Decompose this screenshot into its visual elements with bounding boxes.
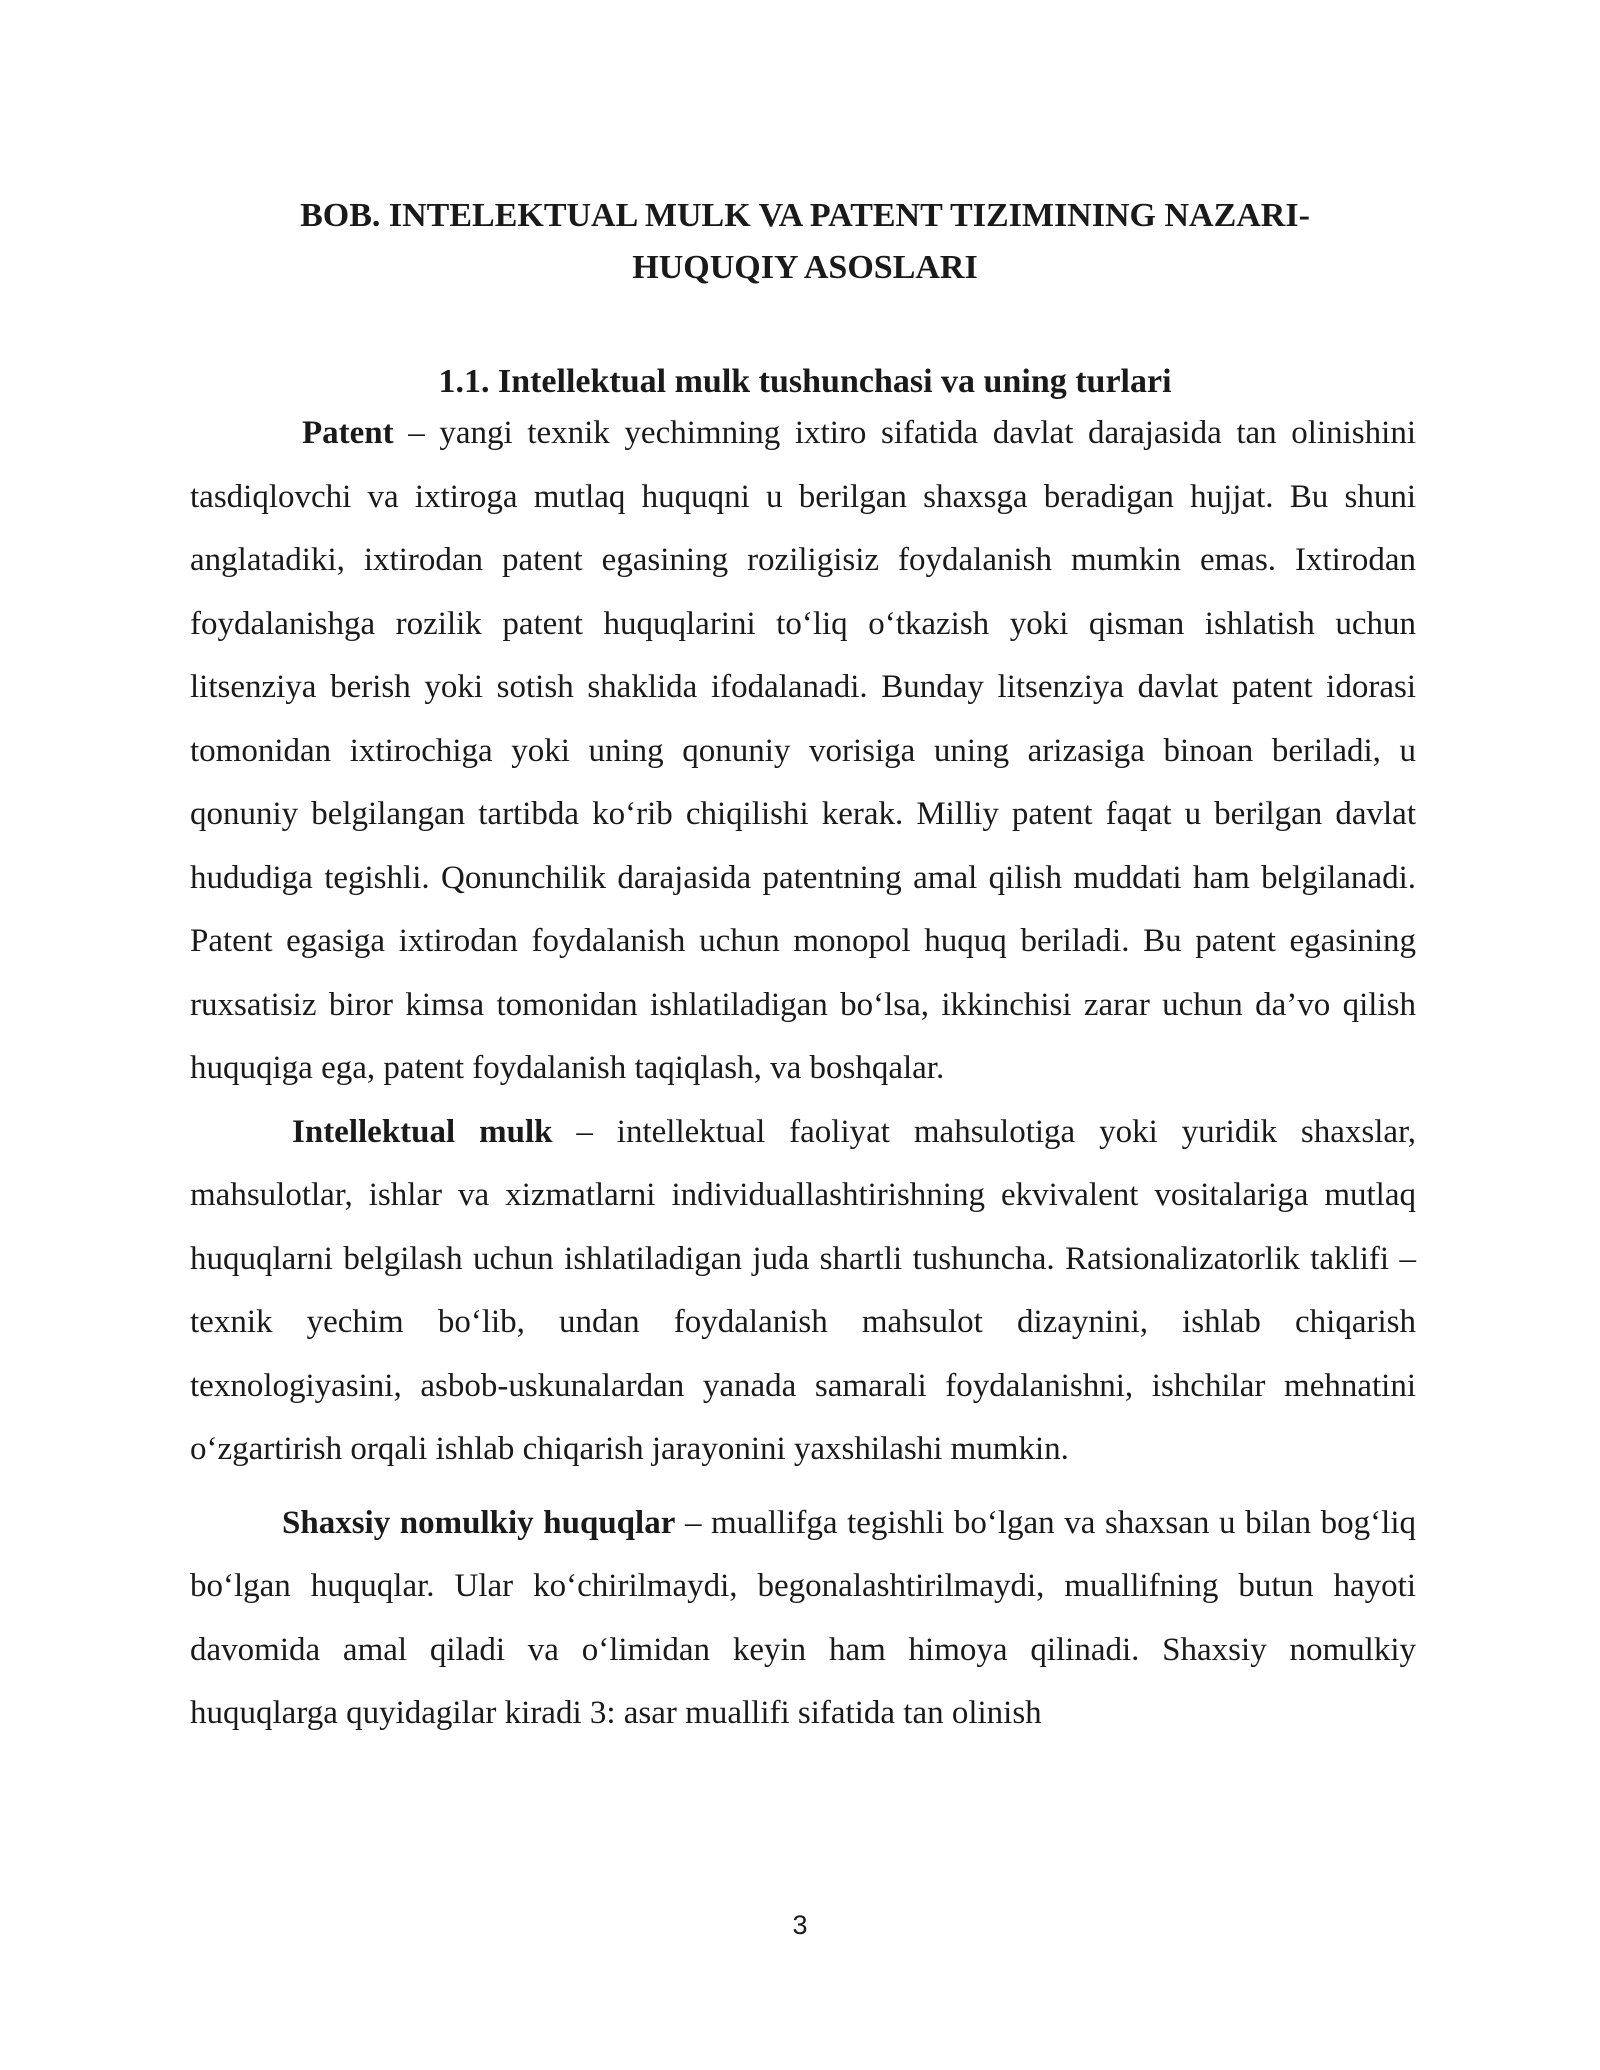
paragraph-patent	[190, 402, 1416, 1101]
chapter-title-line-2: HUQUQIY ASOSLARI	[632, 249, 978, 286]
term-intellectual-property: Intellektual mulk	[292, 1113, 553, 1150]
paragraph-intellectual-property	[190, 1101, 1416, 1482]
chapter-title	[190, 190, 1420, 294]
definition-intellectual-property: – intellektual faoliyat mahsulotiga yoki yuridik shaxslar, mahsulotlar, ishlar va xizmatlarni individuallashtirishning ekvivalent vositalariga mutlaq huquqlarni belgilash uchun ishlatiladigan juda shartli tushuncha. Ratsionalizatorlik taklifi – texnik yechim bo‘lib, undan foydalanish mahsulot dizaynini, ishlab chiqarish texnologiyasini, asbob-uskunalardan yanada samarali foydalanishni, ishchilar mehnatini o‘zgartirish orqali ishlab chiqarish jarayonini yaxshilashi mumkin.	[190, 1113, 1416, 1467]
paragraph-personal-non-property-rights	[190, 1492, 1416, 1746]
definition-personal-non-property-rights: – muallifga tegishli bo‘lgan va shaxsan u bilan bog‘liq bo‘lgan huquqlar. Ular ko‘chirilmaydi, begonalashtirilmaydi, muallifning butun hayoti davomida amal qiladi va o‘limidan keyin ham himoya qilinadi. Shaxsiy nomulkiy huquqlarga quyidagilar kiradi 3: asar muallifi sifatida tan olinish	[190, 1504, 1416, 1731]
term-personal-non-property-rights: Shaxsiy nomulkiy huquqlar	[282, 1504, 676, 1541]
chapter-title-line-1: BOB. INTELEKTUAL MULK VA PATENT TIZIMINING NAZARI-	[300, 197, 1310, 234]
body-text	[190, 402, 1416, 1746]
term-patent: Patent	[302, 415, 394, 451]
page-number: 3	[792, 1910, 808, 1940]
definition-patent: – yangi texnik yechimning ixtiro sifatida davlat darajasida tan olinishini tasdiqlovchi va ixtiroga mutlaq huquqni u berilgan shaxsga beradigan hujjat. Bu shuni anglatadiki, ixtirodan patent egasining roziligisiz foydalanish mumkin emas. Ixtirodan foydalanishga rozilik patent huquqlarini to‘liq o‘tkazish yoki qisman ishlatish uchun litsenziya berish yoki sotish shaklida ifodalanadi. Bunday litsenziya davlat patent idorasi tomonidan ixtirochiga yoki uning qonuniy vorisiga uning arizasiga binoan beriladi, u qonuniy belgilangan tartibda ko‘rib chiqilishi kerak. Milliy patent faqat u berilgan davlat hududiga tegishli. Qonunchilik darajasida patentning amal qilish muddati ham belgilanadi. Patent egasiga ixtirodan foydalanish uchun monopol huquq beriladi. Bu patent egasining ruxsatisiz biror kimsa tomonidan ishlatiladigan bo‘lsa, ikkinchisi zarar uchun da’vo qilish huquqiga ega, patent foydalanish taqiqlash, va boshqalar.	[190, 415, 1416, 1086]
section-title: 1.1. Intellektual mulk tushunchasi va uning turlari	[438, 363, 1172, 400]
